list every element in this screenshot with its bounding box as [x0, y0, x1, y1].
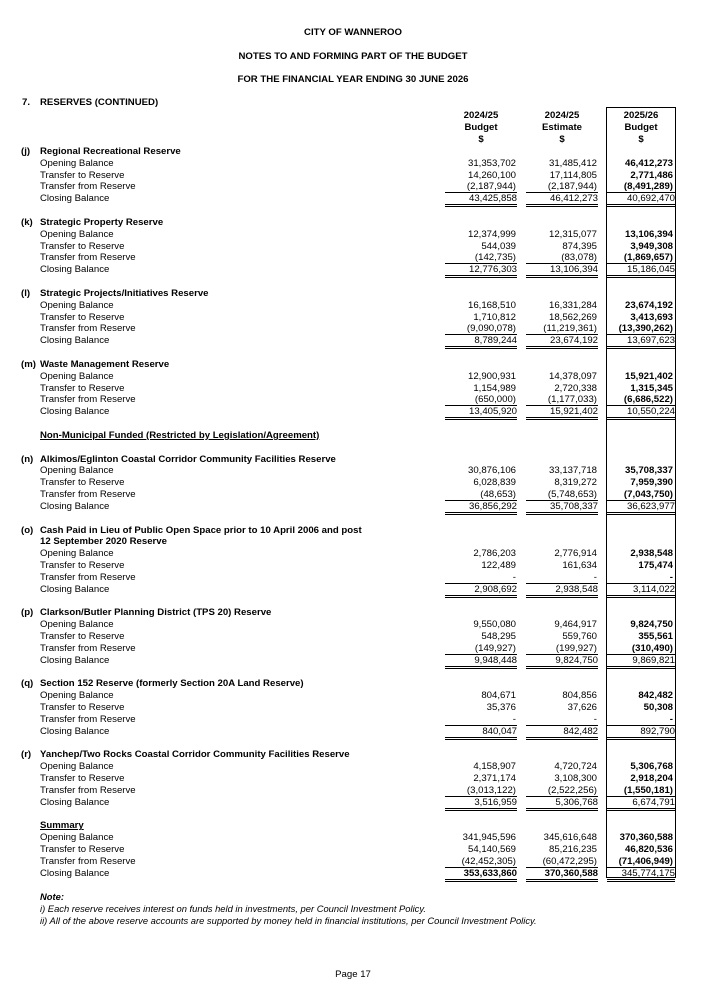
table-row [0, 394, 706, 406]
value-cell: 35,376 [486, 702, 516, 713]
table-row [0, 383, 706, 395]
row-label: Transfer from Reserve [40, 323, 136, 335]
row-label: Transfer from Reserve [40, 571, 136, 583]
value-cell: 6,674,791 [607, 796, 675, 811]
value-cell: 874,395 [562, 240, 597, 252]
value-cell: 1,710,812 [473, 311, 516, 323]
row-label: Waste Management Reserve [40, 358, 170, 370]
row-label: Closing Balance [40, 583, 110, 595]
value-cell: 8,789,244 [445, 334, 517, 349]
page-number: Page 17 [335, 969, 371, 980]
value-cell: 4,720,724 [554, 761, 597, 773]
value-cell: 12,374,999 [467, 228, 516, 240]
value-cell: 9,464,917 [554, 619, 597, 631]
value-cell: 23,674,192 [624, 299, 673, 311]
value-cell: 50,308 [643, 702, 673, 713]
table-row [0, 548, 706, 560]
table-row [0, 631, 706, 643]
value-cell: 544,039 [481, 240, 516, 252]
value-cell: (60,472,295) [542, 855, 597, 867]
row-label: Transfer to Reserve [40, 240, 125, 252]
value-cell: 1,154,989 [473, 382, 516, 394]
value-cell: 2,776,914 [554, 548, 597, 560]
value-cell: 842,482 [526, 725, 598, 740]
closing-balance-row [0, 406, 706, 418]
value-cell: (42,452,305) [461, 855, 516, 867]
value-cell: (9,090,078) [466, 323, 516, 335]
value-cell: 13,106,394 [526, 263, 598, 278]
value-cell: 2,938,548 [526, 583, 598, 598]
row-label: Transfer to Reserve [40, 631, 125, 643]
column-header-estimate-2024 [527, 110, 597, 146]
row-label: Closing Balance [40, 264, 110, 276]
row-label: Opening Balance [40, 548, 114, 560]
note-heading: Note: [40, 891, 64, 902]
closing-balance-row [0, 726, 706, 738]
value-cell: 31,353,702 [467, 157, 516, 169]
document-title: NOTES TO AND FORMING PART OF THE BUDGET [238, 51, 468, 62]
value-cell: - [669, 713, 673, 725]
reserve-letter: (r) [21, 749, 32, 761]
value-cell: 6,028,839 [473, 477, 516, 489]
table-row [0, 158, 706, 170]
section-heading [22, 97, 158, 108]
value-cell: 13,405,920 [445, 405, 517, 420]
section-title: RESERVES (CONTINUED) [40, 97, 159, 108]
summary-heading [0, 820, 706, 832]
row-label: Transfer to Reserve [40, 477, 125, 489]
row-label: Transfer from Reserve [40, 181, 136, 193]
table-row [0, 489, 706, 501]
value-cell: 13,697,623 [607, 334, 675, 349]
value-cell: (310,490) [631, 642, 673, 654]
value-cell: 37,626 [567, 702, 597, 713]
table-row [0, 714, 706, 726]
row-label: Transfer from Reserve [40, 713, 136, 725]
column-unit: $ [559, 134, 565, 145]
value-cell: - [669, 571, 673, 583]
value-cell: 36,623,977 [607, 500, 675, 515]
row-label: Transfer to Reserve [40, 311, 125, 323]
row-label: Transfer from Reserve [40, 252, 136, 264]
reserve-title [0, 288, 706, 300]
value-cell: 18,562,269 [548, 311, 597, 323]
value-cell: 12,776,303 [445, 263, 517, 278]
table-row [0, 572, 706, 584]
value-cell: 3,413,693 [630, 311, 673, 323]
value-cell: 9,948,448 [445, 654, 517, 669]
reserve-letter: (n) [21, 453, 34, 465]
value-cell: (2,187,944) [547, 181, 597, 193]
value-cell: (2,522,256) [547, 784, 597, 796]
value-cell: 15,921,402 [624, 370, 673, 382]
value-cell: (3,013,122) [466, 784, 516, 796]
value-cell: (2,187,944) [466, 181, 516, 193]
value-cell: 161,634 [562, 560, 597, 572]
table-row [0, 170, 706, 182]
org-name: CITY OF WANNEROO [304, 27, 402, 38]
table-row [0, 312, 706, 324]
column-unit: $ [638, 134, 644, 145]
closing-balance-row [0, 797, 706, 809]
row-label: Closing Balance [40, 725, 110, 737]
row-label: Regional Recreational Reserve [40, 146, 181, 157]
reserve-letter: (l) [21, 287, 31, 299]
reserve-letter: (q) [21, 678, 34, 690]
reserve-letter: (m) [21, 358, 36, 370]
row-label: Opening Balance [40, 761, 114, 773]
row-label: Transfer from Reserve [40, 784, 136, 796]
value-cell: 23,674,192 [526, 334, 598, 349]
value-cell: 9,869,821 [607, 654, 675, 669]
value-cell: 355,561 [638, 631, 673, 643]
row-label: Transfer to Reserve [40, 702, 125, 713]
reserve-title [0, 749, 706, 761]
reserve-title [0, 146, 706, 158]
value-cell: 175,474 [638, 560, 673, 572]
value-cell: 9,824,750 [526, 654, 598, 669]
value-cell: (7,043,750) [623, 489, 673, 501]
reserve-letter: (j) [21, 146, 31, 157]
value-cell: (650,000) [474, 394, 516, 406]
row-label: Closing Balance [40, 867, 110, 879]
table-row [0, 619, 706, 631]
table-row [0, 181, 706, 193]
value-cell: 842,482 [638, 690, 673, 702]
reserve-title [0, 536, 706, 548]
value-cell: (13,390,262) [618, 323, 673, 335]
closing-balance-row [0, 335, 706, 347]
row-label: Strategic Property Reserve [40, 216, 164, 228]
table-row [0, 785, 706, 797]
value-cell: 345,774,175 [607, 867, 675, 882]
reserve-title [0, 607, 706, 619]
value-cell: 30,876,106 [467, 465, 516, 477]
row-label: Opening Balance [40, 465, 114, 477]
value-cell: 16,331,284 [548, 299, 597, 311]
row-label: Transfer to Reserve [40, 843, 125, 855]
row-label: Closing Balance [40, 796, 110, 808]
subheading [0, 430, 706, 442]
reserve-title [0, 454, 706, 466]
value-cell: 15,186,045 [607, 263, 675, 278]
reserve-letter: (p) [21, 607, 34, 619]
value-cell: 2,720,338 [554, 382, 597, 394]
row-label: Non-Municipal Funded (Restricted by Legislation/Agreement) [40, 429, 320, 441]
value-cell: (142,735) [474, 252, 516, 264]
table-row [0, 702, 706, 714]
value-cell: 2,786,203 [473, 548, 516, 560]
table-row [0, 252, 706, 264]
value-cell: 35,708,337 [526, 500, 598, 515]
table-row [0, 465, 706, 477]
value-cell: 804,671 [481, 690, 516, 702]
value-cell: 40,692,470 [607, 192, 675, 207]
reserve-letter: (o) [21, 524, 34, 536]
table-row [0, 300, 706, 312]
value-cell: 122,489 [481, 560, 516, 572]
value-cell: 3,949,308 [630, 240, 673, 252]
value-cell: (1,550,181) [623, 784, 673, 796]
value-cell: - [593, 713, 597, 725]
row-label: Transfer to Reserve [40, 382, 125, 394]
closing-balance-row [0, 193, 706, 205]
value-cell: - [512, 713, 516, 725]
column-type: Budget [624, 122, 658, 133]
value-cell: 36,856,292 [445, 500, 517, 515]
row-label: Strategic Projects/Initiatives Reserve [40, 287, 209, 299]
value-cell: 2,371,174 [473, 772, 516, 784]
reserve-title [0, 217, 706, 229]
value-cell: (1,869,657) [623, 252, 673, 264]
value-cell: (83,078) [561, 252, 597, 264]
value-cell: 2,918,204 [630, 772, 673, 784]
table-row [0, 477, 706, 489]
column-type: Budget [464, 122, 498, 133]
reserve-title [0, 525, 706, 537]
column-year: 2024/25 [463, 110, 499, 121]
value-cell: 548,295 [481, 631, 516, 643]
value-cell: 1,315,345 [630, 382, 673, 394]
value-cell: (6,686,522) [623, 394, 673, 406]
column-unit: $ [478, 134, 484, 145]
value-cell: 9,824,750 [630, 619, 673, 631]
note-item: i) Each reserve receives interest on funds held in investments, per Council Investment Policy. [40, 903, 426, 914]
value-cell: 15,921,402 [526, 405, 598, 420]
value-cell: - [593, 571, 597, 583]
column-year: 2024/25 [544, 110, 580, 121]
value-cell: 3,516,959 [445, 796, 517, 811]
value-cell: 341,945,596 [462, 832, 516, 844]
row-label: Closing Balance [40, 335, 110, 347]
value-cell: 14,378,097 [548, 370, 597, 382]
value-cell: 353,633,860 [445, 867, 517, 882]
row-label: Closing Balance [40, 654, 110, 666]
row-label: Transfer from Reserve [40, 394, 136, 406]
value-cell: 31,485,412 [548, 157, 597, 169]
value-cell: 43,425,858 [445, 192, 517, 207]
value-cell: (48,653) [480, 489, 516, 501]
row-label: Opening Balance [40, 370, 114, 382]
table-row [0, 856, 706, 868]
closing-balance-row [0, 264, 706, 276]
row-label: Transfer from Reserve [40, 855, 136, 867]
value-cell: 2,938,548 [630, 548, 673, 560]
value-cell: 3,114,022 [607, 583, 675, 598]
closing-balance-row [0, 584, 706, 596]
value-cell: 16,168,510 [467, 299, 516, 311]
table-row [0, 371, 706, 383]
row-label: Section 152 Reserve (formerly Section 20A Land Reserve) [40, 678, 304, 690]
value-cell: 8,319,272 [554, 477, 597, 489]
row-label: Opening Balance [40, 619, 114, 631]
value-cell: (1,177,033) [547, 394, 597, 406]
row-label: Clarkson/Butler Planning District (TPS 20) Reserve [40, 607, 272, 619]
value-cell: 46,820,536 [624, 843, 673, 855]
row-label: Transfer to Reserve [40, 560, 125, 572]
table-row [0, 323, 706, 335]
value-cell: 5,306,768 [526, 796, 598, 811]
row-label: Transfer to Reserve [40, 169, 125, 181]
row-label: Closing Balance [40, 500, 110, 512]
value-cell: 804,856 [562, 690, 597, 702]
row-label: Opening Balance [40, 157, 114, 169]
value-cell: 33,137,718 [548, 465, 597, 477]
value-cell: 9,550,080 [473, 619, 516, 631]
row-label: Transfer from Reserve [40, 489, 136, 501]
value-cell: 370,360,588 [619, 832, 673, 844]
value-cell: (199,927) [555, 642, 597, 654]
value-cell: (8,491,289) [623, 181, 673, 193]
row-label: Opening Balance [40, 299, 114, 311]
value-cell: 46,412,273 [526, 192, 598, 207]
row-label: Alkimos/Eglinton Coastal Corridor Community Facilities Reserve [40, 453, 336, 465]
section-number: 7. [22, 97, 31, 108]
value-cell: 54,140,569 [467, 843, 516, 855]
value-cell: 840,047 [445, 725, 517, 740]
value-cell: (11,219,361) [543, 323, 597, 335]
column-year: 2025/26 [623, 110, 659, 121]
row-label: Transfer from Reserve [40, 642, 136, 654]
table-row [0, 560, 706, 572]
row-label: 12 September 2020 Reserve [40, 536, 167, 548]
value-cell: (71,406,949) [618, 855, 673, 867]
table-row [0, 773, 706, 785]
value-cell: 2,771,486 [630, 169, 673, 181]
reserve-letter: (k) [21, 216, 33, 228]
period-title: FOR THE FINANCIAL YEAR ENDING 30 JUNE 2026 [237, 74, 469, 85]
value-cell: 14,260,100 [467, 169, 516, 181]
value-cell: 4,158,907 [473, 761, 516, 773]
column-type: Estimate [542, 122, 582, 133]
table-row [0, 761, 706, 773]
row-label: Opening Balance [40, 228, 114, 240]
row-label: Opening Balance [40, 690, 114, 702]
value-cell: 5,306,768 [630, 761, 673, 773]
note-item: ii) All of the above reserve accounts are supported by money held in financial institutions, per Council Investment Policy. [40, 915, 537, 926]
table-row [0, 241, 706, 253]
value-cell: 559,760 [562, 631, 597, 643]
table-row [0, 844, 706, 856]
value-cell: 892,790 [607, 725, 675, 740]
table-row [0, 643, 706, 655]
value-cell: 13,106,394 [624, 228, 673, 240]
value-cell: 17,114,805 [549, 169, 597, 181]
closing-balance-row [0, 868, 706, 880]
row-label: Summary [40, 820, 84, 832]
value-cell: 7,959,390 [630, 477, 673, 489]
value-cell: 3,108,300 [554, 772, 597, 784]
row-label: Closing Balance [40, 406, 110, 418]
value-cell: 12,315,077 [548, 228, 597, 240]
value-cell: 345,616,648 [543, 832, 597, 844]
column-header-budget-2024 [446, 110, 516, 146]
column-header-budget-2025 [606, 110, 676, 146]
value-cell: 35,708,337 [624, 465, 673, 477]
value-cell: 2,908,692 [445, 583, 517, 598]
value-cell: (5,748,653) [547, 489, 597, 501]
row-label: Yanchep/Two Rocks Coastal Corridor Community Facilities Reserve [40, 749, 350, 761]
value-cell: - [512, 571, 516, 583]
table-row [0, 229, 706, 241]
reserve-title [0, 359, 706, 371]
row-label: Cash Paid in Lieu of Public Open Space prior to 10 April 2006 and post [40, 524, 362, 536]
value-cell: 10,550,224 [607, 405, 675, 420]
table-row [0, 690, 706, 702]
closing-balance-row [0, 501, 706, 513]
value-cell: 12,900,931 [467, 370, 516, 382]
reserve-title [0, 678, 706, 690]
value-cell: 85,216,235 [548, 843, 597, 855]
row-label: Opening Balance [40, 832, 114, 844]
value-cell: 46,412,273 [624, 157, 673, 169]
value-cell: (149,927) [474, 642, 516, 654]
row-label: Transfer to Reserve [40, 772, 125, 784]
table-row [0, 832, 706, 844]
value-cell: 370,360,588 [526, 867, 598, 882]
row-label: Closing Balance [40, 193, 110, 205]
closing-balance-row [0, 655, 706, 667]
